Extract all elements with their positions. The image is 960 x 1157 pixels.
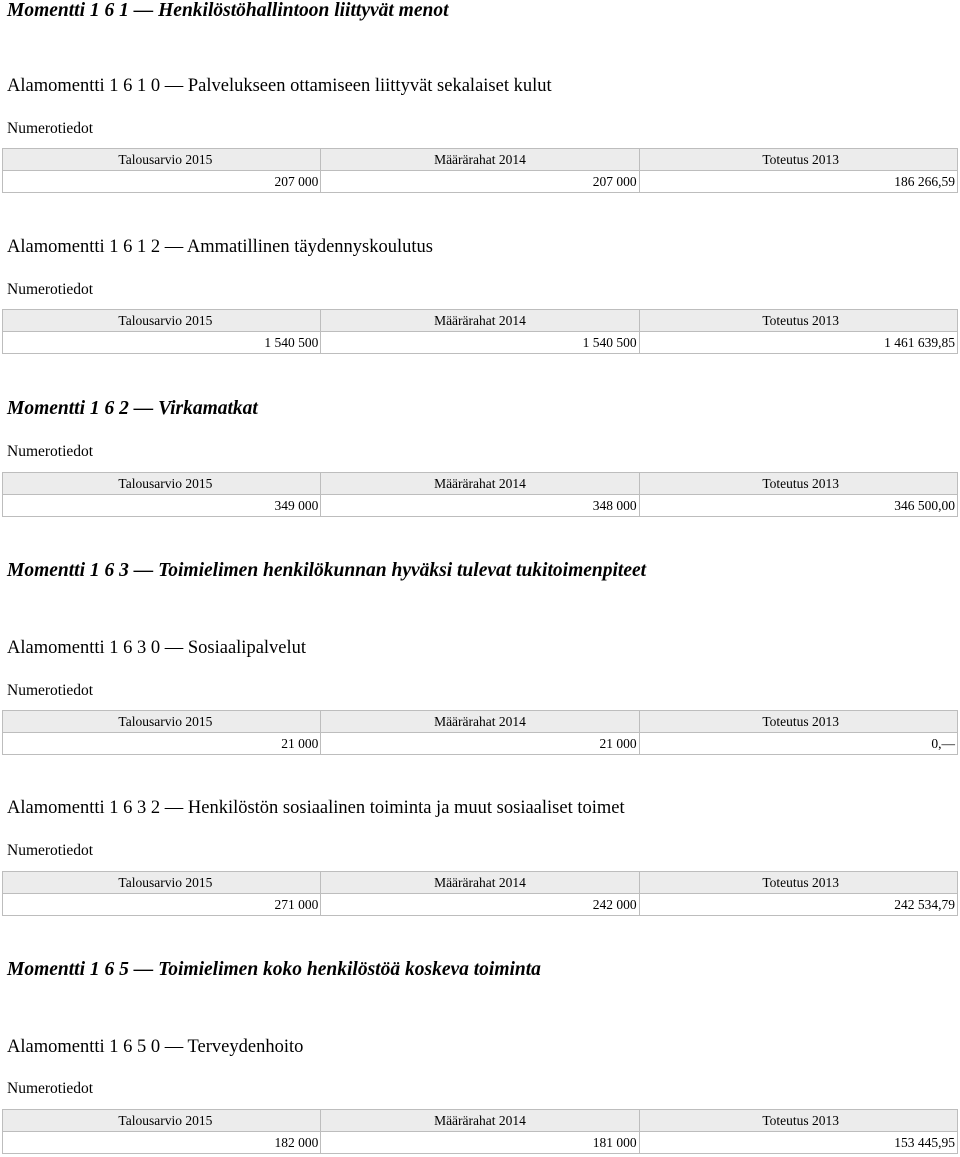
table-header-row — [3, 310, 958, 332]
numerotiedot-table — [2, 1109, 958, 1154]
alamomentti-heading: Alamomentti 1 6 3 0 — Sosiaalipalvelut — [7, 638, 307, 658]
numerotiedot-label: Numerotiedot — [7, 443, 94, 460]
column-header-toteutus: Toteutus 2013 — [639, 149, 957, 171]
column-header-talousarvio: Talousarvio 2015 — [3, 473, 321, 495]
column-header-toteutus: Toteutus 2013 — [639, 1110, 957, 1132]
column-header-maararahat: Määrärahat 2014 — [321, 310, 639, 332]
alamomentti-heading: Alamomentti 1 6 3 2 — Henkilöstön sosiaalinen toiminta ja muut sosiaaliset toimet — [7, 798, 625, 818]
value-toteutus: 153 445,95 — [639, 1132, 957, 1154]
column-header-talousarvio: Talousarvio 2015 — [3, 310, 321, 332]
value-toteutus: 346 500,00 — [639, 495, 957, 517]
column-header-maararahat: Määrärahat 2014 — [321, 473, 639, 495]
table-header-row — [3, 1110, 958, 1132]
numerotiedot-label: Numerotiedot — [7, 120, 94, 137]
momentti-heading: Momentti 1 6 1 — Henkilöstöhallintoon liittyvät menot — [7, 0, 449, 21]
numerotiedot-table — [2, 148, 958, 193]
table-header-row — [3, 149, 958, 171]
table-row — [3, 894, 958, 916]
column-header-maararahat: Määrärahat 2014 — [321, 711, 639, 733]
table-row — [3, 1132, 958, 1154]
numerotiedot-table — [2, 871, 958, 916]
table-header-row — [3, 872, 958, 894]
numerotiedot-label: Numerotiedot — [7, 682, 94, 699]
column-header-maararahat: Määrärahat 2014 — [321, 1110, 639, 1132]
numerotiedot-label: Numerotiedot — [7, 1080, 94, 1097]
numerotiedot-label: Numerotiedot — [7, 842, 94, 859]
column-header-maararahat: Määrärahat 2014 — [321, 872, 639, 894]
column-header-talousarvio: Talousarvio 2015 — [3, 149, 321, 171]
momentti-heading: Momentti 1 6 5 — Toimielimen koko henkilöstöä koskeva toiminta — [7, 959, 541, 980]
column-header-toteutus: Toteutus 2013 — [639, 711, 957, 733]
value-maararahat: 348 000 — [321, 495, 639, 517]
alamomentti-heading: Alamomentti 1 6 1 2 — Ammatillinen täydennyskoulutus — [7, 237, 433, 257]
value-maararahat: 21 000 — [321, 733, 639, 755]
numerotiedot-table — [2, 309, 958, 354]
numerotiedot-table — [2, 710, 958, 755]
table-header-row — [3, 711, 958, 733]
value-talousarvio: 21 000 — [3, 733, 321, 755]
value-maararahat: 242 000 — [321, 894, 639, 916]
column-header-toteutus: Toteutus 2013 — [639, 310, 957, 332]
alamomentti-heading: Alamomentti 1 6 1 0 — Palvelukseen ottamiseen liittyvät sekalaiset kulut — [7, 76, 552, 96]
value-maararahat: 181 000 — [321, 1132, 639, 1154]
column-header-toteutus: Toteutus 2013 — [639, 872, 957, 894]
value-talousarvio: 207 000 — [3, 171, 321, 193]
value-toteutus: 0,— — [639, 733, 957, 755]
value-talousarvio: 1 540 500 — [3, 332, 321, 354]
table-header-row — [3, 473, 958, 495]
value-maararahat: 207 000 — [321, 171, 639, 193]
column-header-talousarvio: Talousarvio 2015 — [3, 872, 321, 894]
value-talousarvio: 271 000 — [3, 894, 321, 916]
column-header-talousarvio: Talousarvio 2015 — [3, 1110, 321, 1132]
table-row — [3, 171, 958, 193]
table-row — [3, 332, 958, 354]
momentti-heading: Momentti 1 6 3 — Toimielimen henkilökunnan hyväksi tulevat tukitoimenpiteet — [7, 560, 647, 581]
column-header-maararahat: Määrärahat 2014 — [321, 149, 639, 171]
value-maararahat: 1 540 500 — [321, 332, 639, 354]
value-talousarvio: 349 000 — [3, 495, 321, 517]
value-talousarvio: 182 000 — [3, 1132, 321, 1154]
column-header-talousarvio: Talousarvio 2015 — [3, 711, 321, 733]
alamomentti-heading: Alamomentti 1 6 5 0 — Terveydenhoito — [7, 1037, 304, 1057]
numerotiedot-table — [2, 472, 958, 517]
column-header-toteutus: Toteutus 2013 — [639, 473, 957, 495]
numerotiedot-label: Numerotiedot — [7, 281, 94, 298]
table-row — [3, 733, 958, 755]
value-toteutus: 242 534,79 — [639, 894, 957, 916]
value-toteutus: 186 266,59 — [639, 171, 957, 193]
table-row — [3, 495, 958, 517]
momentti-heading: Momentti 1 6 2 — Virkamatkat — [7, 398, 258, 419]
value-toteutus: 1 461 639,85 — [639, 332, 957, 354]
